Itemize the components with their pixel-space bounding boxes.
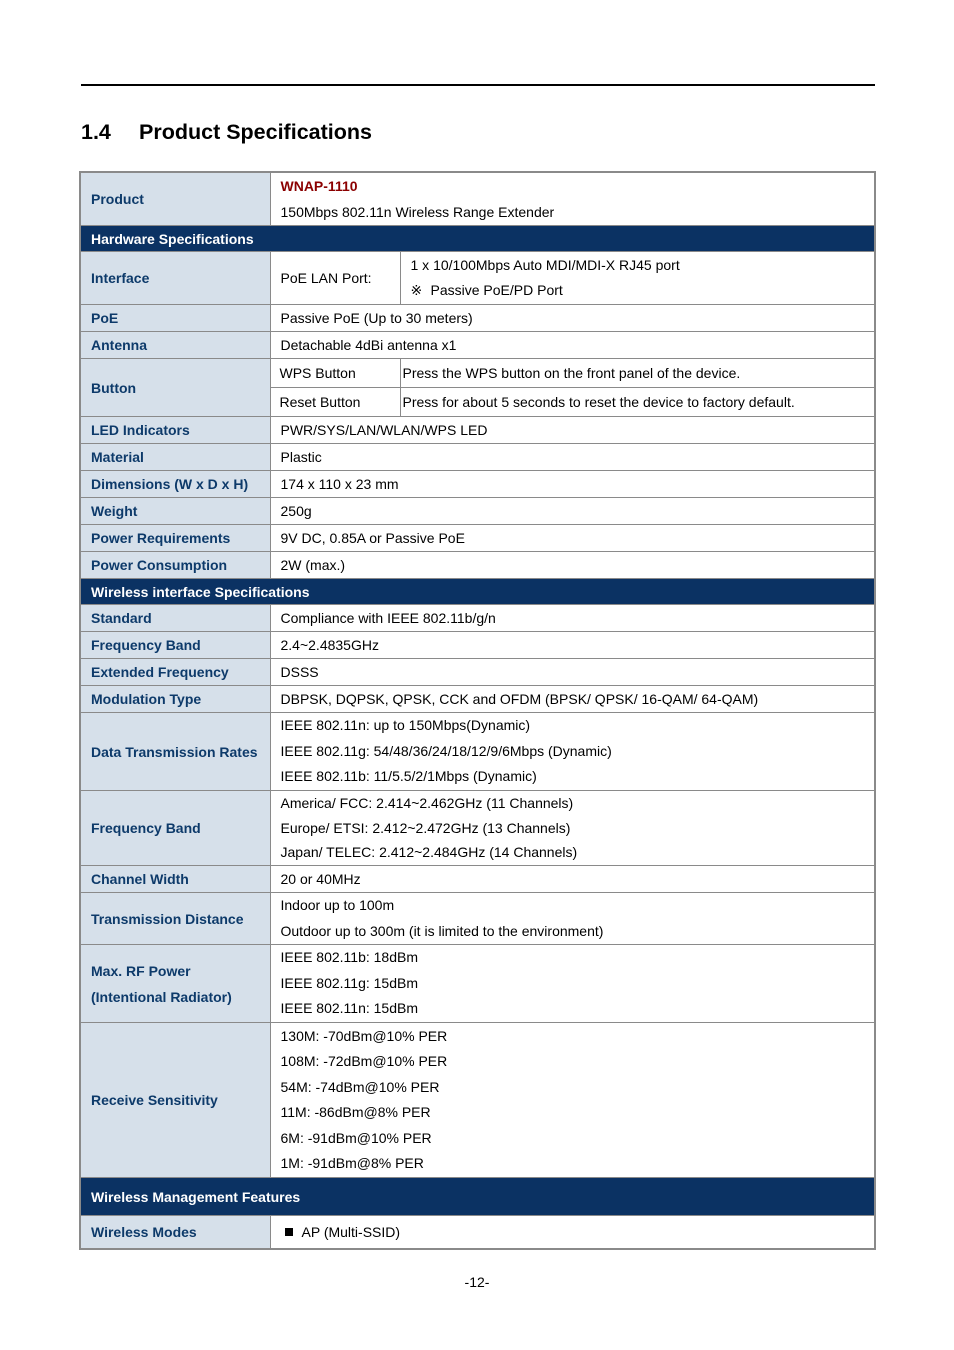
label-poe: PoE <box>80 305 270 332</box>
row-data-rates <box>80 713 875 791</box>
value-standard: Compliance with IEEE 802.11b/g/n <box>270 605 875 632</box>
section-header-management <box>80 1178 875 1216</box>
row-transmission-distance <box>80 893 875 945</box>
row-frequency-band-channels <box>80 791 875 866</box>
label-antenna: Antenna <box>80 332 270 359</box>
spec-table <box>79 171 876 1250</box>
value-channel-width: 20 or 40MHz <box>270 866 875 893</box>
row-power-consumption <box>80 552 875 579</box>
label-dimensions: Dimensions (W x D x H) <box>80 471 270 498</box>
row-weight <box>80 498 875 525</box>
label-receive-sensitivity: Receive Sensitivity <box>80 1023 270 1178</box>
rates-line-2: IEEE 802.11g: 54/48/36/24/18/12/9/6Mbps (Dynamic) <box>280 742 612 759</box>
label-product: Product <box>80 172 270 226</box>
button-wps-name: WPS Button <box>270 359 400 388</box>
section-title: Product Specifications <box>139 120 372 144</box>
row-rf-power <box>80 945 875 1023</box>
channels-line-2: Europe/ ETSI: 2.412~2.472GHz (13 Channels) <box>280 819 571 836</box>
label-frequency-band: Frequency Band <box>80 632 270 659</box>
management-header: Wireless Management Features <box>80 1178 875 1216</box>
bullet-square-icon <box>285 1228 293 1236</box>
interface-line-2 <box>411 278 865 303</box>
label-led: LED Indicators <box>80 417 270 444</box>
row-interface <box>80 252 875 305</box>
interface-sub-label: PoE LAN Port: <box>270 252 400 305</box>
value-wireless-modes <box>270 1216 875 1249</box>
value-product <box>270 172 875 226</box>
row-product <box>80 172 875 226</box>
value-dimensions: 174 x 110 x 23 mm <box>270 471 875 498</box>
label-modulation: Modulation Type <box>80 686 270 713</box>
row-wireless-modes <box>80 1216 875 1249</box>
value-poe: Passive PoE (Up to 30 meters) <box>270 305 875 332</box>
value-antenna: Detachable 4dBi antenna x1 <box>270 332 875 359</box>
interface-values <box>400 252 875 305</box>
value-frequency-band: 2.4~2.4835GHz <box>270 632 875 659</box>
top-rule <box>81 84 875 86</box>
rf-power-label-1: Max. RF Power <box>91 962 191 979</box>
row-power-requirements <box>80 525 875 552</box>
label-power-consumption: Power Consumption <box>80 552 270 579</box>
value-data-rates <box>270 713 875 791</box>
rates-line-1: IEEE 802.11n: up to 150Mbps(Dynamic) <box>280 717 531 734</box>
value-rf-power <box>270 945 875 1023</box>
value-material: Plastic <box>270 444 875 471</box>
page-number: -12- <box>464 1274 490 1290</box>
row-antenna <box>80 332 875 359</box>
sensitivity-line-4: 11M: -86dBm@8% PER <box>280 1104 431 1120</box>
interface-line-1: 1 x 10/100Mbps Auto MDI/MDI-X RJ45 port <box>410 257 680 273</box>
label-transmission-distance: Transmission Distance <box>80 893 270 945</box>
section-header-wireless <box>80 579 875 605</box>
row-extended-frequency <box>80 659 875 686</box>
row-material <box>80 444 875 471</box>
label-standard: Standard <box>80 605 270 632</box>
value-receive-sensitivity <box>270 1023 875 1178</box>
button-reset-name: Reset Button <box>270 388 400 417</box>
reference-mark-icon: ※ <box>410 282 423 298</box>
label-extended-frequency: Extended Frequency <box>80 659 270 686</box>
row-dimensions <box>80 471 875 498</box>
rf-power-label-2: (Intentional Radiator) <box>91 988 232 1005</box>
label-rf-power <box>80 945 270 1023</box>
value-frequency-band-channels <box>270 791 875 866</box>
distance-line-1: Indoor up to 100m <box>280 897 395 913</box>
sensitivity-line-5: 6M: -91dBm@10% PER <box>280 1129 432 1146</box>
channels-line-1: America/ FCC: 2.414~2.462GHz (11 Channels) <box>280 795 574 812</box>
sensitivity-line-6: 1M: -91dBm@8% PER <box>280 1155 424 1171</box>
row-frequency-band <box>80 632 875 659</box>
section-number: 1.4 <box>81 120 111 144</box>
label-interface: Interface <box>80 252 270 305</box>
section-header-hardware <box>80 226 875 252</box>
rf-power-line-3: IEEE 802.11n: 15dBm <box>280 1000 418 1017</box>
sensitivity-line-3: 54M: -74dBm@10% PER <box>280 1078 440 1095</box>
label-frequency-band-channels: Frequency Band <box>80 791 270 866</box>
rf-power-line-1: IEEE 802.11b: 18dBm <box>280 949 418 966</box>
row-standard <box>80 605 875 632</box>
row-modulation <box>80 686 875 713</box>
label-power-requirements: Power Requirements <box>80 525 270 552</box>
value-transmission-distance <box>270 893 875 945</box>
row-poe <box>80 305 875 332</box>
button-reset-desc: Press for about 5 seconds to reset the device to factory default. <box>400 388 875 417</box>
button-wps-desc: Press the WPS button on the front panel of the device. <box>400 359 875 388</box>
label-material: Material <box>80 444 270 471</box>
hardware-header: Hardware Specifications <box>80 226 875 252</box>
value-modulation: DBPSK, DQPSK, QPSK, CCK and OFDM (BPSK/ QPSK/ 16-QAM/ 64-QAM) <box>270 686 875 713</box>
rates-line-3: IEEE 802.11b: 11/5.5/2/1Mbps (Dynamic) <box>280 768 537 785</box>
wireless-header: Wireless interface Specifications <box>80 579 875 605</box>
label-wireless-modes: Wireless Modes <box>80 1216 270 1249</box>
value-power-consumption: 2W (max.) <box>270 552 875 579</box>
distance-line-2: Outdoor up to 300m (it is limited to the environment) <box>280 922 604 939</box>
product-model: WNAP-1110 <box>280 178 358 194</box>
row-button-wps <box>80 359 875 388</box>
label-channel-width: Channel Width <box>80 866 270 893</box>
product-description: 150Mbps 802.11n Wireless Range Extender <box>280 204 555 220</box>
row-led <box>80 417 875 444</box>
label-weight: Weight <box>80 498 270 525</box>
wireless-modes-text: AP (Multi-SSID) <box>301 1223 401 1240</box>
row-receive-sensitivity <box>80 1023 875 1178</box>
channels-line-3: Japan/ TELEC: 2.412~2.484GHz (14 Channels) <box>280 844 578 861</box>
value-weight: 250g <box>270 498 875 525</box>
value-extended-frequency: DSSS <box>270 659 875 686</box>
value-led: PWR/SYS/LAN/WLAN/WPS LED <box>270 417 875 444</box>
row-channel-width <box>80 866 875 893</box>
page-title <box>81 120 372 145</box>
value-power-requirements: 9V DC, 0.85A or Passive PoE <box>270 525 875 552</box>
sensitivity-line-1: 130M: -70dBm@10% PER <box>280 1027 448 1044</box>
sensitivity-line-2: 108M: -72dBm@10% PER <box>280 1053 448 1069</box>
label-button: Button <box>80 359 270 417</box>
interface-line-2-text: Passive PoE/PD Port <box>430 282 563 298</box>
label-data-rates: Data Transmission Rates <box>80 713 270 791</box>
rf-power-line-2: IEEE 802.11g: 15dBm <box>280 974 418 991</box>
